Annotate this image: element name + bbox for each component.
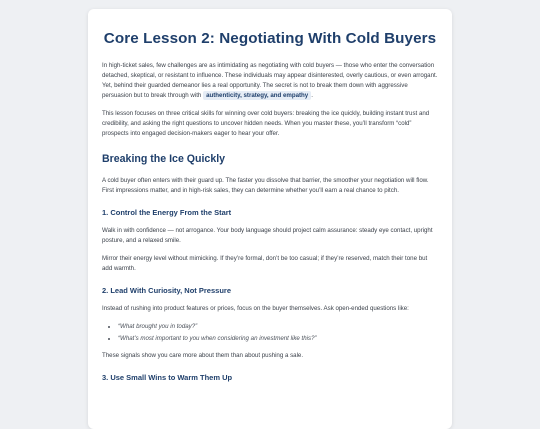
section-heading-breaking-ice: Breaking the Ice Quickly — [102, 153, 226, 165]
lead-curiosity-paragraph-1: Instead of rushing into product features or prices, focus on the buyer themselves. Ask open-ended questions like: — [102, 305, 409, 312]
page-title: Core Lesson 2: Negotiating With Cold Buyers — [103, 30, 437, 47]
question-list — [102, 322, 438, 344]
intro-paragraph-1-text: In high-ticket sales, few challenges are as intimidating as negotiating with cold buyers — those who enter the conversation detached, skeptical, or resistant to influence. These individuals may appear disinterested, overly cautious, or even arrogant. Yet, behind their guarded demeanor lies a real opportunity. The secret is not to break them down with aggressive persuasion but to break through with — [102, 62, 438, 99]
list-item: • “What brought you in today?” — [118, 322, 438, 332]
subheading-small-wins: 3. Use Small Wins to Warm Them Up — [102, 373, 233, 382]
subheading-lead-curiosity: 2. Lead With Curiosity, Not Pressure — [102, 286, 231, 295]
intro-paragraph-1-end: . — [311, 92, 313, 99]
control-energy-paragraph-1: Walk in with confidence — not arrogance. Your body language should project calm assurance: steady eye contact, upright posture, and a relaxed smile. — [102, 227, 433, 244]
lead-curiosity-paragraph-2: These signals show you care more about them than about pushing a sale. — [102, 352, 304, 359]
subheading-control-energy: 1. Control the Energy From the Start — [102, 208, 232, 217]
section-intro-paragraph: A cold buyer often enters with their guard up. The faster you dissolve that barrier, the smoother your negotiation will flow. First impressions matter, and in high-risk sales, they can determine whether you’ll earn a real chance to pitch. — [102, 177, 429, 194]
intro-paragraph-2: This lesson focuses on three critical skills for winning over cold buyers: breaking the ice quickly, building instant trust and credibility, and asking the right questions to uncover hidden needs. When you master these, you’ll transform “cold” prospects into engaged decision-makers eager to hear your offer. — [102, 110, 430, 137]
highlight-phrase: authenticity, strategy, and empathy — [203, 91, 311, 100]
list-item: • “What’s most important to you when considering an investment like this?” — [118, 334, 438, 344]
control-energy-paragraph-2: Mirror their energy level without mimicking. If they’re formal, don’t be too casual; if they’re reserved, match their tone but add warmth. — [102, 255, 428, 272]
lesson-card — [88, 9, 452, 429]
intro-paragraph-1 — [102, 61, 438, 101]
